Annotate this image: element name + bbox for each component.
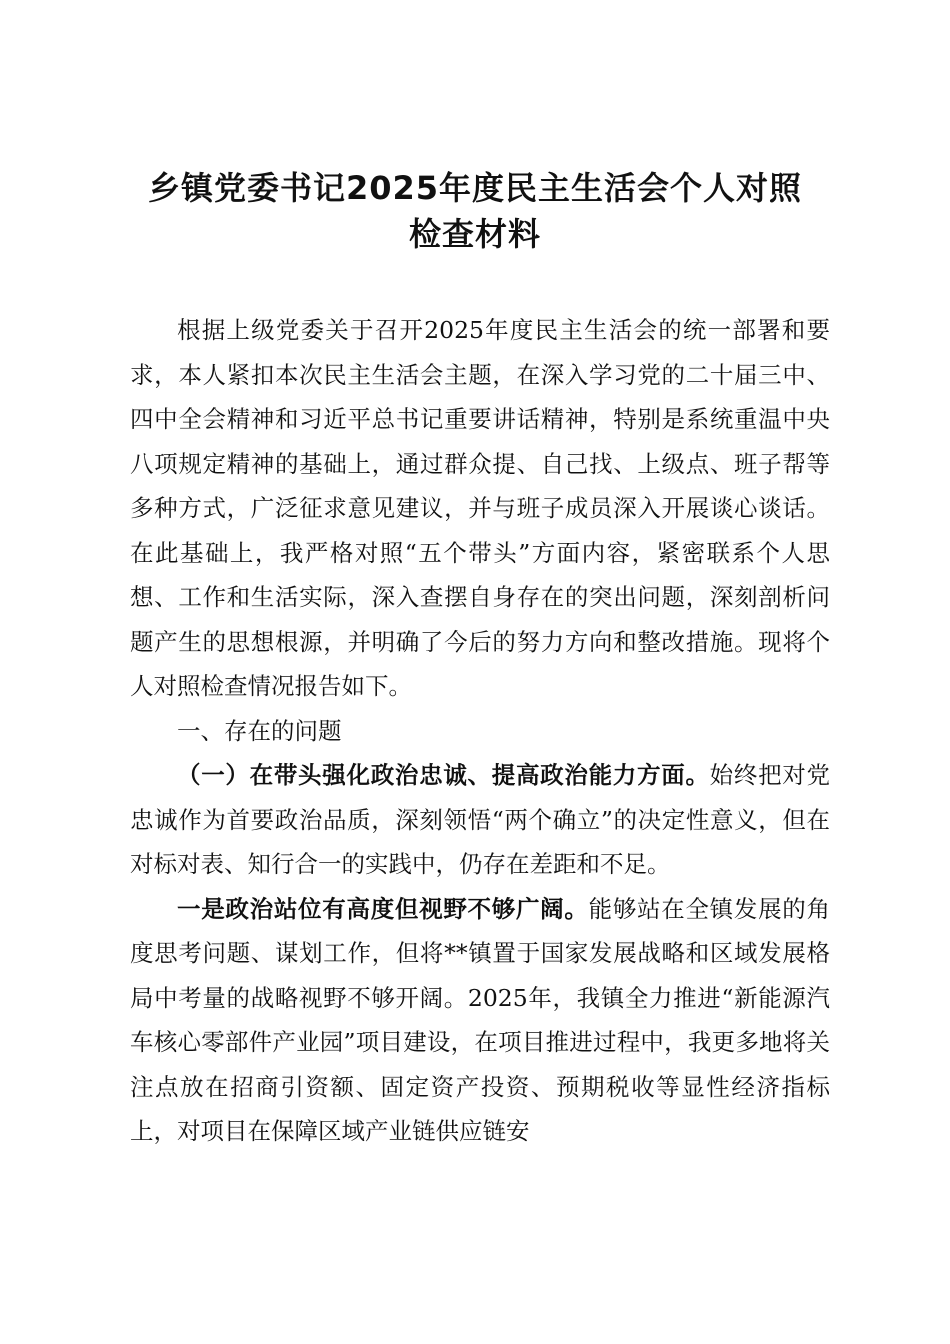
document-body — [130, 308, 830, 1154]
point-1-lead: 一是政治站位有高度但视野不够广阔。 — [177, 894, 589, 923]
point-1-text: 能够站在全镇发展的角度思考问题、谋划工作，但将**镇置于国家发展战略和区域发展格局中考量的战略视野不够开阔。2025年，我镇全力推进“新能源汽车核心零部件产业园”项目建设，在项目推进过程中，我更多地将关注点放在招商引资额、固定资产投资、预期税收等显性经济指标上，对项目在保障区域产业链供应链安 — [130, 894, 831, 1145]
document-title — [120, 165, 830, 257]
intro-paragraph: 根据上级党委关于召开2025年度民主生活会的统一部署和要求，本人紧扣本次民主生活会主题，在深入学习党的二十届三中、四中全会精神和习近平总书记重要讲话精神，特别是系统重温中央八项规定精神的基础上，通过群众提、自己找、上级点、班子帮等多种方式，广泛征求意见建议，并与班子成员深入开展谈心谈话。在此基础上，我严格对照“五个带头”方面内容，紧密联系个人思想、工作和生活实际，深入查摆自身存在的突出问题，深刻剖析问题产生的思想根源，并明确了今后的努力方向和整改措施。现将个人对照检查情况报告如下。 — [130, 316, 830, 700]
title-line-1: 乡镇党委书记2025年度民主生活会个人对照 — [147, 169, 803, 207]
section-heading-problems: 一、存在的问题 — [177, 716, 342, 745]
subsection-1-text: 始终把对党忠诚作为首要政治品质，深刻领悟“两个确立”的决定性意义，但在对标对表、知行合一的实践中，仍存在差距和不足。 — [130, 761, 831, 878]
subsection-1-lead: （一）在带头强化政治忠诚、提高政治能力方面。 — [177, 761, 710, 789]
subsection-1-paragraph — [130, 753, 830, 887]
point-1-paragraph — [130, 887, 830, 1154]
title-line-2: 检查材料 — [408, 215, 541, 253]
